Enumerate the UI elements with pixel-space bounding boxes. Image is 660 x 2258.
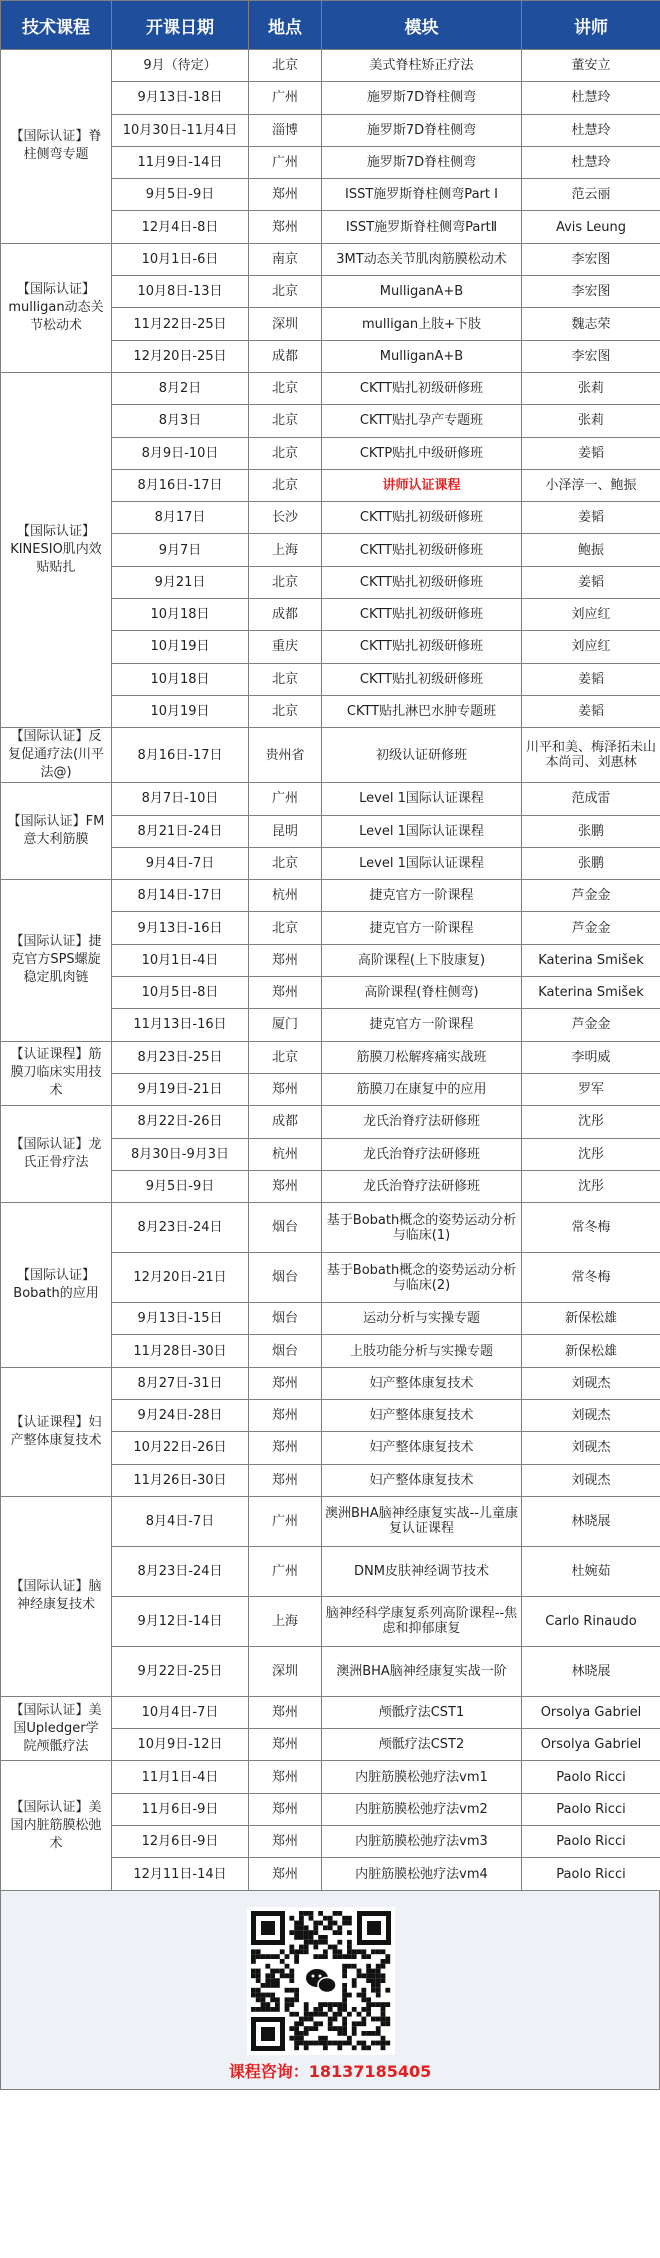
course-category: 【国际认证】脑神经康复技术 [1, 1496, 112, 1696]
course-module: 颅骶疗法CST1 [322, 1696, 522, 1728]
course-date: 9月12日-14日 [112, 1596, 249, 1646]
course-module: Level 1国际认证课程 [322, 847, 522, 879]
course-date: 10月18日 [112, 599, 249, 631]
course-module: 捷克官方一阶课程 [322, 912, 522, 944]
header-course: 技术课程 [1, 1, 112, 50]
course-date: 11月22日-25日 [112, 308, 249, 340]
course-location: 北京 [249, 663, 322, 695]
course-module: 高阶课程(上下肢康复) [322, 944, 522, 976]
course-date: 12月4日-8日 [112, 211, 249, 243]
course-location: 上海 [249, 1596, 322, 1646]
course-location: 广州 [249, 1496, 322, 1546]
course-location: 烟台 [249, 1203, 322, 1253]
course-teacher: 芦金金 [522, 912, 660, 944]
course-date: 10月18日 [112, 663, 249, 695]
course-location: 烟台 [249, 1303, 322, 1335]
course-location: 北京 [249, 469, 322, 501]
course-date: 9月4日-7日 [112, 847, 249, 879]
course-teacher: 芦金金 [522, 1009, 660, 1041]
course-module: CKTP贴扎中级研修班 [322, 437, 522, 469]
course-date: 8月21日-24日 [112, 815, 249, 847]
course-location: 郑州 [249, 1432, 322, 1464]
header-location: 地点 [249, 1, 322, 50]
course-module: Level 1国际认证课程 [322, 783, 522, 815]
course-teacher: 常冬梅 [522, 1253, 660, 1303]
course-module: Level 1国际认证课程 [322, 815, 522, 847]
course-date: 8月17日 [112, 502, 249, 534]
course-location: 郑州 [249, 944, 322, 976]
course-location: 郑州 [249, 977, 322, 1009]
course-teacher: Katerina Smišek [522, 977, 660, 1009]
course-module: CKTT贴扎淋巴水肿专题班 [322, 695, 522, 727]
course-module: 基于Bobath概念的姿势运动分析与临床(1) [322, 1203, 522, 1253]
course-date: 8月23日-24日 [112, 1203, 249, 1253]
course-teacher: 董安立 [522, 50, 660, 82]
course-module: 内脏筋膜松弛疗法vm2 [322, 1793, 522, 1825]
course-date: 9月5日-9日 [112, 179, 249, 211]
course-teacher: 林晓展 [522, 1496, 660, 1546]
table-row [1, 1696, 660, 1728]
course-teacher: 刘应红 [522, 599, 660, 631]
wechat-qr-code-icon [247, 1907, 395, 2055]
course-teacher: 李宏图 [522, 276, 660, 308]
course-location: 广州 [249, 1546, 322, 1596]
course-module: 筋膜刀松解疼痛实战班 [322, 1041, 522, 1073]
course-module: MulliganA+B [322, 276, 522, 308]
course-category: 【国际认证】龙氏正骨疗法 [1, 1106, 112, 1203]
course-location: 郑州 [249, 211, 322, 243]
course-module: CKTT贴扎初级研修班 [322, 372, 522, 404]
course-date: 12月20日-25日 [112, 340, 249, 372]
course-location: 南京 [249, 243, 322, 275]
course-date: 8月7日-10日 [112, 783, 249, 815]
course-location: 北京 [249, 405, 322, 437]
course-module: MulliganA+B [322, 340, 522, 372]
table-row [1, 372, 660, 404]
course-module: 捷克官方一阶课程 [322, 1009, 522, 1041]
course-location: 重庆 [249, 631, 322, 663]
course-module: 妇产整体康复技术 [322, 1399, 522, 1431]
course-location: 成都 [249, 340, 322, 372]
table-row [1, 1203, 660, 1253]
table-row [1, 1761, 660, 1793]
course-teacher: Avis Leung [522, 211, 660, 243]
course-date: 11月9日-14日 [112, 146, 249, 178]
course-date: 11月13日-16日 [112, 1009, 249, 1041]
course-teacher: 罗军 [522, 1073, 660, 1105]
course-module: CKTT贴扎孕产专题班 [322, 405, 522, 437]
course-teacher: Paolo Ricci [522, 1858, 660, 1890]
course-module: 颅骶疗法CST2 [322, 1729, 522, 1761]
course-date: 9月24日-28日 [112, 1399, 249, 1431]
footer-section [0, 1891, 660, 2090]
course-date: 8月16日-17日 [112, 469, 249, 501]
course-teacher: 沈彤 [522, 1170, 660, 1202]
course-date: 10月9日-12日 [112, 1729, 249, 1761]
course-module: 龙氏治脊疗法研修班 [322, 1170, 522, 1202]
course-category: 【国际认证】FM意大利筋膜 [1, 783, 112, 880]
course-module: CKTT贴扎初级研修班 [322, 663, 522, 695]
course-category: 【国际认证】美国Upledger学院颅骶疗法 [1, 1696, 112, 1761]
course-category: 【国际认证】KINESIO肌内效贴贴扎 [1, 372, 112, 727]
course-date: 11月1日-4日 [112, 1761, 249, 1793]
course-module: 施罗斯7D脊柱侧弯 [322, 114, 522, 146]
course-category: 【国际认证】反复促通疗法(川平法@) [1, 728, 112, 783]
course-module: 筋膜刀在康复中的应用 [322, 1073, 522, 1105]
course-location: 郑州 [249, 1696, 322, 1728]
course-date: 11月26日-30日 [112, 1464, 249, 1496]
course-module: mulligan上肢+下肢 [322, 308, 522, 340]
course-teacher: 鲍振 [522, 534, 660, 566]
course-teacher: 李宏图 [522, 340, 660, 372]
table-row [1, 783, 660, 815]
course-location: 郑州 [249, 1073, 322, 1105]
course-module: 内脏筋膜松弛疗法vm3 [322, 1826, 522, 1858]
course-date: 8月4日-7日 [112, 1496, 249, 1546]
course-teacher: 姜韬 [522, 437, 660, 469]
course-location: 北京 [249, 695, 322, 727]
course-date: 8月23日-25日 [112, 1041, 249, 1073]
course-date: 8月22日-26日 [112, 1106, 249, 1138]
course-teacher: 姜韬 [522, 502, 660, 534]
course-date: 9月13日-16日 [112, 912, 249, 944]
course-location: 杭州 [249, 1138, 322, 1170]
course-date: 10月5日-8日 [112, 977, 249, 1009]
course-teacher: Paolo Ricci [522, 1826, 660, 1858]
course-date: 10月4日-7日 [112, 1696, 249, 1728]
course-teacher: 杜慧玲 [522, 82, 660, 114]
course-location: 上海 [249, 534, 322, 566]
table-row [1, 1106, 660, 1138]
course-module: 施罗斯7D脊柱侧弯 [322, 146, 522, 178]
course-teacher: 芦金金 [522, 880, 660, 912]
course-module: 讲师认证课程 [322, 469, 522, 501]
course-location: 北京 [249, 50, 322, 82]
course-teacher: 杜婉茹 [522, 1546, 660, 1596]
course-teacher: 张莉 [522, 372, 660, 404]
course-location: 贵州省 [249, 728, 322, 783]
course-category: 【国际认证】mulligan动态关节松动术 [1, 243, 112, 372]
course-teacher: 张鹏 [522, 815, 660, 847]
course-location: 北京 [249, 372, 322, 404]
course-module: 内脏筋膜松弛疗法vm1 [322, 1761, 522, 1793]
course-date: 9月13日-18日 [112, 82, 249, 114]
course-teacher: Orsolya Gabriel [522, 1729, 660, 1761]
course-module: 内脏筋膜松弛疗法vm4 [322, 1858, 522, 1890]
course-location: 郑州 [249, 1729, 322, 1761]
course-date: 10月22日-26日 [112, 1432, 249, 1464]
course-location: 郑州 [249, 1464, 322, 1496]
course-module: 高阶课程(脊柱侧弯) [322, 977, 522, 1009]
course-module: 3MT动态关节肌肉筋膜松动术 [322, 243, 522, 275]
table-row [1, 50, 660, 82]
course-teacher: 张莉 [522, 405, 660, 437]
course-teacher: 新保松雄 [522, 1303, 660, 1335]
course-teacher: 范成雷 [522, 783, 660, 815]
course-module: 澳洲BHA脑神经康复实战--儿童康复认证课程 [322, 1496, 522, 1546]
course-category: 【国际认证】捷克官方SPS螺旋稳定肌肉链 [1, 880, 112, 1041]
course-category: 【国际认证】Bobath的应用 [1, 1203, 112, 1368]
course-teacher: 魏志荣 [522, 308, 660, 340]
course-teacher: 李明威 [522, 1041, 660, 1073]
course-module: 澳洲BHA脑神经康复实战一阶 [322, 1646, 522, 1696]
course-category: 【国际认证】美国内脏筋膜松弛术 [1, 1761, 112, 1890]
course-location: 淄博 [249, 114, 322, 146]
course-category: 【认证课程】妇产整体康复技术 [1, 1367, 112, 1496]
course-location: 成都 [249, 599, 322, 631]
course-module: 捷克官方一阶课程 [322, 880, 522, 912]
course-teacher: Paolo Ricci [522, 1761, 660, 1793]
course-teacher: Carlo Rinaudo [522, 1596, 660, 1646]
course-teacher: 新保松雄 [522, 1335, 660, 1367]
course-date: 10月19日 [112, 695, 249, 727]
course-module: 脑神经科学康复系列高阶课程--焦虑和抑郁康复 [322, 1596, 522, 1646]
course-module: 初级认证研修班 [322, 728, 522, 783]
course-location: 烟台 [249, 1335, 322, 1367]
course-module: CKTT贴扎初级研修班 [322, 631, 522, 663]
course-location: 昆明 [249, 815, 322, 847]
course-location: 广州 [249, 783, 322, 815]
course-location: 广州 [249, 82, 322, 114]
course-location: 北京 [249, 276, 322, 308]
course-module: 施罗斯7D脊柱侧弯 [322, 82, 522, 114]
course-date: 8月9日-10日 [112, 437, 249, 469]
course-module: 龙氏治脊疗法研修班 [322, 1138, 522, 1170]
course-teacher: Katerina Smišek [522, 944, 660, 976]
course-teacher: 杜慧玲 [522, 114, 660, 146]
course-date: 9月（待定） [112, 50, 249, 82]
course-teacher: 刘砚杰 [522, 1399, 660, 1431]
course-date: 8月2日 [112, 372, 249, 404]
course-date: 8月16日-17日 [112, 728, 249, 783]
header-date: 开课日期 [112, 1, 249, 50]
course-teacher: 常冬梅 [522, 1203, 660, 1253]
course-date: 10月1日-4日 [112, 944, 249, 976]
table-row [1, 1496, 660, 1546]
course-module: CKTT贴扎初级研修班 [322, 566, 522, 598]
course-module: 龙氏治脊疗法研修班 [322, 1106, 522, 1138]
course-date: 9月7日 [112, 534, 249, 566]
course-location: 厦门 [249, 1009, 322, 1041]
course-teacher: 姜韬 [522, 566, 660, 598]
course-date: 10月30日-11月4日 [112, 114, 249, 146]
course-teacher: Paolo Ricci [522, 1793, 660, 1825]
course-location: 郑州 [249, 1170, 322, 1202]
course-teacher: 张鹏 [522, 847, 660, 879]
course-location: 成都 [249, 1106, 322, 1138]
course-date: 11月28日-30日 [112, 1335, 249, 1367]
course-module: ISST施罗斯脊柱侧弯PartⅡ [322, 211, 522, 243]
course-date: 9月5日-9日 [112, 1170, 249, 1202]
course-module: 妇产整体康复技术 [322, 1432, 522, 1464]
course-module: CKTT贴扎初级研修班 [322, 534, 522, 566]
header-module: 模块 [322, 1, 522, 50]
course-module: 运动分析与实操专题 [322, 1303, 522, 1335]
course-teacher: 刘砚杰 [522, 1367, 660, 1399]
course-location: 北京 [249, 566, 322, 598]
course-teacher: 刘砚杰 [522, 1464, 660, 1496]
course-teacher: 林晓展 [522, 1646, 660, 1696]
course-date: 8月30日-9月3日 [112, 1138, 249, 1170]
course-date: 8月27日-31日 [112, 1367, 249, 1399]
course-module: 妇产整体康复技术 [322, 1464, 522, 1496]
course-module: 基于Bobath概念的姿势运动分析与临床(2) [322, 1253, 522, 1303]
course-date: 11月6日-9日 [112, 1793, 249, 1825]
course-date: 9月22日-25日 [112, 1646, 249, 1696]
table-header-row [1, 1, 660, 50]
header-teacher: 讲师 [522, 1, 660, 50]
course-date: 10月1日-6日 [112, 243, 249, 275]
course-date: 12月6日-9日 [112, 1826, 249, 1858]
course-teacher: 范云丽 [522, 179, 660, 211]
course-location: 郑州 [249, 179, 322, 211]
course-date: 9月21日 [112, 566, 249, 598]
course-location: 北京 [249, 1041, 322, 1073]
table-row [1, 243, 660, 275]
course-date: 10月8日-13日 [112, 276, 249, 308]
course-location: 长沙 [249, 502, 322, 534]
course-date: 10月19日 [112, 631, 249, 663]
table-row [1, 1041, 660, 1073]
contact-phone: 课程咨询：18137185405 [228, 2061, 432, 2081]
course-module: CKTT贴扎初级研修班 [322, 599, 522, 631]
course-module: DNM皮肤神经调节技术 [322, 1546, 522, 1596]
course-location: 郑州 [249, 1367, 322, 1399]
table-row [1, 1367, 660, 1399]
course-location: 郑州 [249, 1761, 322, 1793]
course-category: 【认证课程】筋膜刀临床实用技术 [1, 1041, 112, 1106]
course-location: 深圳 [249, 308, 322, 340]
course-module: 上肢功能分析与实操专题 [322, 1335, 522, 1367]
course-location: 深圳 [249, 1646, 322, 1696]
course-teacher: 刘砚杰 [522, 1432, 660, 1464]
course-location: 烟台 [249, 1253, 322, 1303]
course-location: 郑州 [249, 1793, 322, 1825]
course-location: 郑州 [249, 1858, 322, 1890]
course-location: 郑州 [249, 1826, 322, 1858]
course-module: 妇产整体康复技术 [322, 1367, 522, 1399]
course-teacher: 杜慧玲 [522, 146, 660, 178]
course-date: 8月3日 [112, 405, 249, 437]
course-module: CKTT贴扎初级研修班 [322, 502, 522, 534]
course-category: 【国际认证】脊柱侧弯专题 [1, 50, 112, 244]
course-module: ISST施罗斯脊柱侧弯Part Ⅰ [322, 179, 522, 211]
course-teacher: 刘应红 [522, 631, 660, 663]
course-date: 8月14日-17日 [112, 880, 249, 912]
course-date: 12月11日-14日 [112, 1858, 249, 1890]
course-teacher: 小泽淳一、鲍振 [522, 469, 660, 501]
table-row [1, 728, 660, 783]
course-teacher: 姜韬 [522, 695, 660, 727]
course-date: 8月23日-24日 [112, 1546, 249, 1596]
table-body [1, 50, 660, 1891]
course-location: 杭州 [249, 880, 322, 912]
course-teacher: 李宏图 [522, 243, 660, 275]
course-date: 9月13日-15日 [112, 1303, 249, 1335]
course-teacher: 川平和美、梅泽拓未山本尚司、刘惠林 [522, 728, 660, 783]
course-teacher: 沈彤 [522, 1138, 660, 1170]
course-location: 广州 [249, 146, 322, 178]
table-row [1, 880, 660, 912]
course-location: 郑州 [249, 1399, 322, 1431]
course-location: 北京 [249, 437, 322, 469]
course-teacher: Orsolya Gabriel [522, 1696, 660, 1728]
course-teacher: 姜韬 [522, 663, 660, 695]
course-teacher: 沈彤 [522, 1106, 660, 1138]
course-location: 北京 [249, 847, 322, 879]
course-module: 美式脊柱矫正疗法 [322, 50, 522, 82]
course-date: 9月19日-21日 [112, 1073, 249, 1105]
course-date: 12月20日-21日 [112, 1253, 249, 1303]
course-location: 北京 [249, 912, 322, 944]
